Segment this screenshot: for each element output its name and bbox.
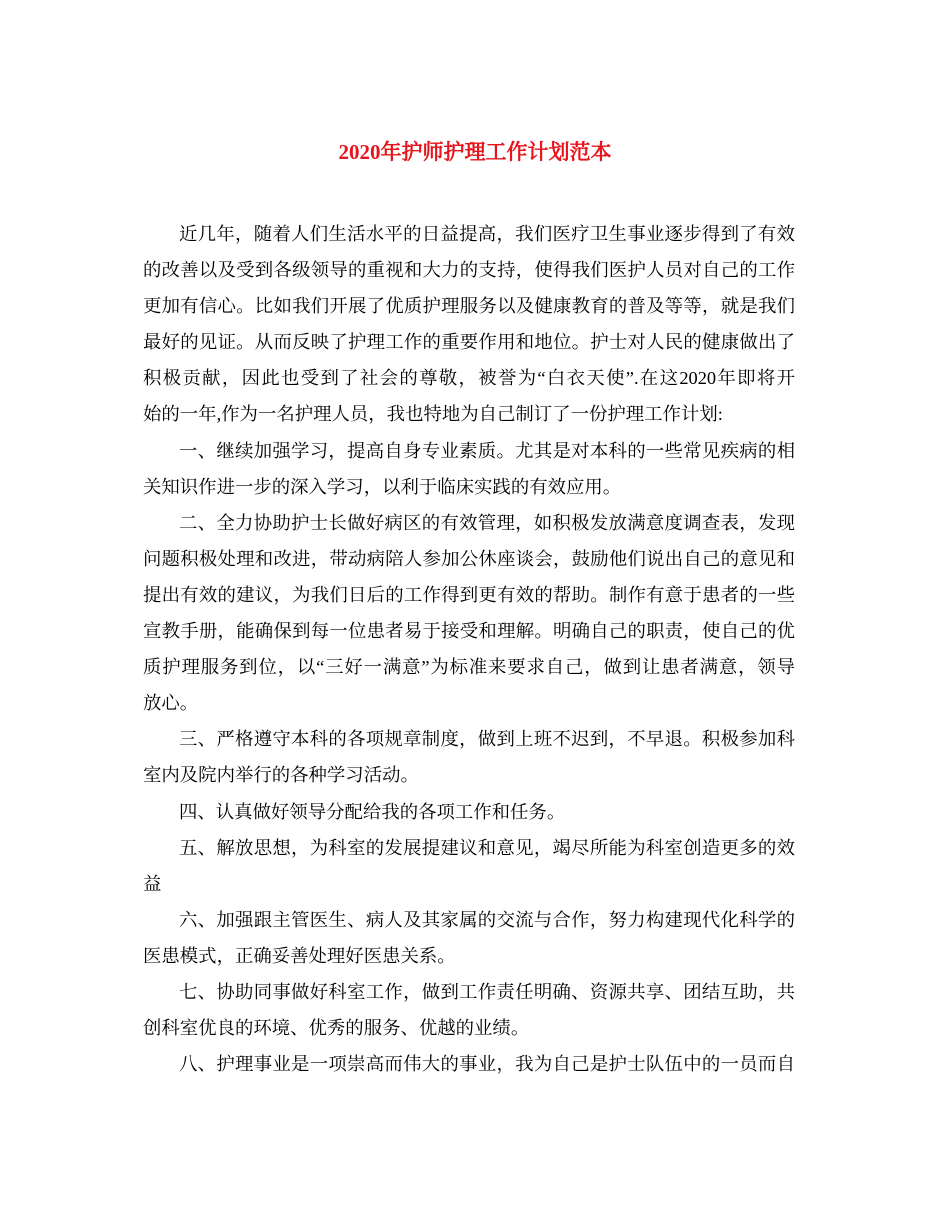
document-body — [143, 216, 795, 1082]
paragraph-item-6 — [143, 902, 795, 974]
body-line: 始的一年,作为一名护理人员，我也特地为自己制订了一份护理工作计划: — [143, 404, 723, 425]
paragraph-item-5 — [143, 830, 795, 902]
body-line: 三、严格遵守本科的各项规章制度，做到上班不迟到，不早退。积极参加科 — [179, 729, 795, 750]
body-line: 七、协助同事做好科室工作，做到工作责任明确、资源共享、团结互助，共 — [179, 981, 795, 1002]
body-line: 八、护理事业是一项崇高而伟大的事业，我为自己是护士队伍中的一员而自 — [179, 1054, 795, 1075]
body-line: 四、认真做好领导分配给我的各项工作和任务。 — [179, 801, 566, 822]
paragraph-item-1 — [143, 433, 795, 505]
body-line: 放心。 — [143, 693, 199, 714]
paragraph-item-2 — [143, 505, 795, 722]
document-title: 2020年护师护理工作计划范本 — [338, 140, 612, 164]
body-line: 关知识作进一步的深入学习，以利于临床实践的有效应用。 — [143, 476, 622, 497]
body-line: 宣教手册，能确保到每一位患者易于接受和理解。明确自己的职责，使自己的优 — [143, 621, 795, 642]
paragraph-item-4 — [143, 794, 795, 830]
body-line: 二、全力协助护士长做好病区的有效管理，如积极发放满意度调查表，发现 — [179, 512, 795, 533]
body-line: 益 — [143, 873, 162, 894]
body-line: 室内及院内举行的各种学习活动。 — [143, 765, 419, 786]
paragraph-item-8 — [143, 1046, 795, 1082]
body-line: 最好的见证。从而反映了护理工作的重要作用和地位。护士对人民的健康做出了 — [143, 332, 795, 353]
body-line: 六、加强跟主管医生、病人及其家属的交流与合作，努力构建现代化科学的 — [179, 909, 795, 930]
body-line: 五、解放思想，为科室的发展提建议和意见，竭尽所能为科室创造更多的效 — [179, 837, 795, 858]
paragraph-item-3 — [143, 721, 795, 793]
body-line: 更加有信心。比如我们开展了优质护理服务以及健康教育的普及等等，就是我们 — [143, 296, 795, 317]
body-line: 医患模式，正确妥善处理好医患关系。 — [143, 945, 456, 966]
body-line: 质护理服务到位，以“三好一满意”为标准来要求自己，做到让患者满意，领导 — [143, 657, 795, 678]
body-line: 问题积极处理和改进，带动病陪人参加公休座谈会，鼓励他们说出自己的意见和 — [143, 548, 795, 569]
body-line: 提出有效的建议，为我们日后的工作得到更有效的帮助。制作有意于患者的一些 — [143, 584, 795, 605]
body-line: 积极贡献，因此也受到了社会的尊敬，被誉为“白衣天使”.在这2020年即将开 — [143, 368, 795, 389]
body-line: 创科室优良的环境、优秀的服务、优越的业绩。 — [143, 1018, 530, 1039]
body-line: 近几年，随着人们生活水平的日益提高，我们医疗卫生事业逐步得到了有效 — [179, 224, 795, 244]
paragraph-item-7 — [143, 974, 795, 1046]
paragraph-intro — [143, 216, 795, 433]
body-line: 一、继续加强学习，提高自身专业素质。尤其是对本科的一些常见疾病的相 — [179, 440, 795, 461]
body-line: 的改善以及受到各级领导的重视和大力的支持，使得我们医护人员对自己的工作 — [143, 260, 795, 281]
